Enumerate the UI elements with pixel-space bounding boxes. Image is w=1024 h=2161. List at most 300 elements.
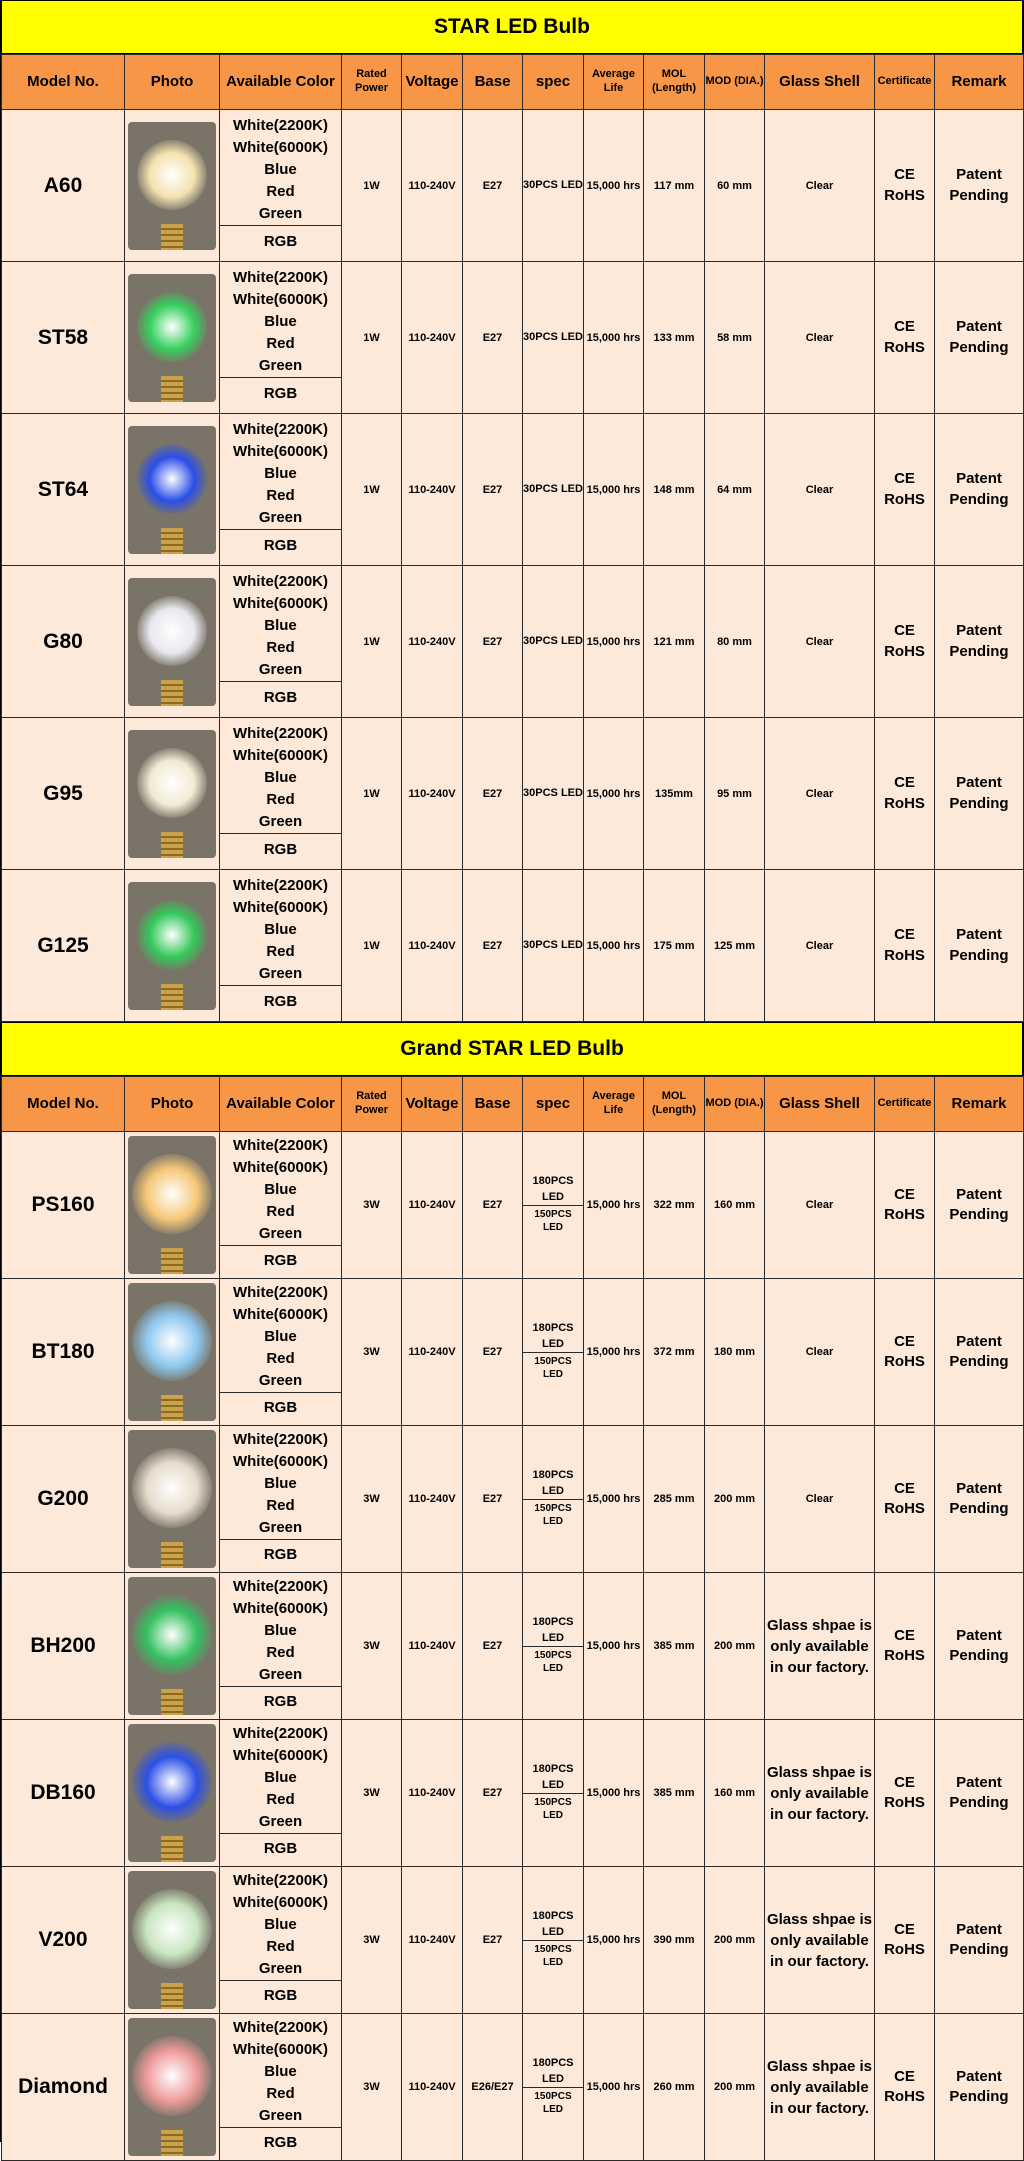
base-type: E27 bbox=[463, 718, 523, 870]
rgb-option: RGB bbox=[220, 681, 341, 712]
voltage: 110-240V bbox=[402, 718, 463, 870]
table-row bbox=[2, 262, 1024, 414]
color-option: Blue bbox=[264, 1621, 297, 1639]
color-option: Blue bbox=[264, 313, 297, 330]
color-option: White(2200K) bbox=[232, 573, 329, 590]
table-row bbox=[2, 110, 1024, 262]
remark-line-2: Pending bbox=[949, 1206, 1009, 1223]
rated-power: 1W bbox=[342, 262, 402, 414]
remark-line-1: Patent bbox=[956, 318, 1002, 336]
cert-rohs: RoHS bbox=[884, 2088, 925, 2105]
rgb-option: RGB bbox=[220, 1245, 341, 1276]
cert-rohs: RoHS bbox=[884, 490, 925, 508]
photo-cell bbox=[125, 262, 220, 414]
bulb-base bbox=[161, 1836, 183, 1862]
color-cell bbox=[220, 718, 342, 870]
spec-value: 30PCS LED bbox=[523, 482, 583, 495]
spec-alt-value: 150PCS LED bbox=[523, 1793, 583, 1824]
color-cell bbox=[220, 1867, 342, 2014]
bulb-base bbox=[161, 224, 183, 250]
color-cell bbox=[220, 1573, 342, 1720]
photo-cell bbox=[125, 870, 220, 1022]
glass-shell: Glass shpae is only available in our factory. bbox=[765, 1720, 875, 1867]
section-title: STAR LED Bulb bbox=[1, 0, 1023, 54]
spec-value: 180PCS LED bbox=[532, 1175, 574, 1203]
voltage: 110-240V bbox=[402, 414, 463, 566]
header-power: Rated Power bbox=[342, 1077, 402, 1132]
glass-shell: Clear bbox=[765, 414, 875, 566]
voltage: 110-240V bbox=[402, 566, 463, 718]
spec-cell bbox=[523, 110, 584, 262]
color-cell bbox=[220, 1720, 342, 1867]
cert-ce: CE bbox=[894, 1332, 915, 1350]
mod-diameter: 200 mm bbox=[705, 1426, 765, 1573]
table-row bbox=[2, 1573, 1024, 1720]
color-option: Red bbox=[266, 639, 295, 656]
color-option: Blue bbox=[264, 161, 297, 178]
bulb-base bbox=[161, 832, 183, 858]
color-option: White(2200K) bbox=[232, 1577, 329, 1595]
rated-power: 3W bbox=[342, 1279, 402, 1426]
color-option: Red bbox=[266, 1643, 295, 1661]
certificate bbox=[875, 1720, 935, 1867]
remark-line-2: Pending bbox=[949, 1647, 1009, 1664]
spec-cell bbox=[523, 1426, 584, 1573]
spec-cell bbox=[523, 414, 584, 566]
header-row bbox=[2, 1077, 1024, 1132]
remark-line-1: Patent bbox=[956, 2067, 1002, 2085]
remark-line-2: Pending bbox=[949, 1794, 1009, 1811]
rgb-option: RGB bbox=[220, 985, 341, 1016]
spec-value: 180PCS LED bbox=[532, 2057, 574, 2085]
color-cell bbox=[220, 262, 342, 414]
photo-cell bbox=[125, 1426, 220, 1573]
table-row bbox=[2, 1426, 1024, 1573]
color-option: Blue bbox=[264, 1180, 297, 1198]
header-row bbox=[2, 55, 1024, 110]
cert-rohs: RoHS bbox=[884, 1647, 925, 1664]
remark bbox=[935, 262, 1024, 414]
color-option: White(2200K) bbox=[232, 1430, 329, 1448]
header-base: Base bbox=[463, 1077, 523, 1132]
color-option: White(2200K) bbox=[232, 877, 329, 894]
mol-length: 133 mm bbox=[644, 262, 705, 414]
mol-length: 260 mm bbox=[644, 2014, 705, 2161]
header-power: Rated Power bbox=[342, 55, 402, 110]
color-option: White(6000K) bbox=[232, 1599, 329, 1617]
color-cell bbox=[220, 2014, 342, 2161]
bulb-photo bbox=[128, 730, 216, 858]
glass-shell: Clear bbox=[765, 262, 875, 414]
spec-value: 180PCS LED bbox=[532, 1763, 574, 1791]
color-option: Red bbox=[266, 487, 295, 504]
rated-power: 3W bbox=[342, 1573, 402, 1720]
bulb-glow bbox=[132, 1301, 212, 1381]
color-cell bbox=[220, 1426, 342, 1573]
bulb-glow bbox=[137, 596, 207, 666]
mod-diameter: 80 mm bbox=[705, 566, 765, 718]
table-row bbox=[2, 1132, 1024, 1279]
grand-star-led-table bbox=[1, 1076, 1024, 2161]
color-list bbox=[220, 115, 341, 225]
cert-ce: CE bbox=[894, 622, 915, 640]
bulb-photo bbox=[128, 578, 216, 706]
color-option: Green bbox=[258, 1959, 303, 1977]
photo-cell bbox=[125, 1867, 220, 2014]
bulb-base bbox=[161, 2130, 183, 2156]
color-option: Red bbox=[266, 1790, 295, 1808]
base-type: E26/E27 bbox=[463, 2014, 523, 2161]
cert-rohs: RoHS bbox=[884, 946, 925, 964]
mol-length: 385 mm bbox=[644, 1573, 705, 1720]
color-option: White(6000K) bbox=[232, 595, 329, 612]
photo-cell bbox=[125, 718, 220, 870]
mod-diameter: 64 mm bbox=[705, 414, 765, 566]
color-option: Green bbox=[258, 1518, 303, 1536]
cert-ce: CE bbox=[894, 166, 915, 184]
mol-length: 285 mm bbox=[644, 1426, 705, 1573]
color-cell bbox=[220, 110, 342, 262]
model-number: ST64 bbox=[2, 414, 125, 566]
spec-value: 180PCS LED bbox=[532, 1616, 574, 1644]
color-option: Green bbox=[258, 1371, 303, 1389]
header-voltage: Voltage bbox=[402, 55, 463, 110]
base-type: E27 bbox=[463, 110, 523, 262]
bulb-base bbox=[161, 1542, 183, 1568]
mod-diameter: 95 mm bbox=[705, 718, 765, 870]
header-model: Model No. bbox=[2, 1077, 125, 1132]
color-option: White(6000K) bbox=[232, 2040, 329, 2058]
bulb-base bbox=[161, 1395, 183, 1421]
color-option: White(6000K) bbox=[232, 1746, 329, 1764]
color-option: White(6000K) bbox=[232, 1158, 329, 1176]
header-spec: spec bbox=[523, 1077, 584, 1132]
voltage: 110-240V bbox=[402, 870, 463, 1022]
color-option: Green bbox=[258, 965, 303, 982]
color-option: White(2200K) bbox=[232, 269, 329, 286]
table-row bbox=[2, 870, 1024, 1022]
average-life: 15,000 hrs bbox=[584, 1279, 644, 1426]
table-row bbox=[2, 1867, 1024, 2014]
average-life: 15,000 hrs bbox=[584, 566, 644, 718]
color-option: Green bbox=[258, 661, 303, 678]
remark-line-2: Pending bbox=[949, 642, 1009, 660]
remark-line-2: Pending bbox=[949, 1353, 1009, 1370]
certificate bbox=[875, 110, 935, 262]
average-life: 15,000 hrs bbox=[584, 2014, 644, 2161]
bulb-glow bbox=[137, 292, 207, 362]
certificate bbox=[875, 1573, 935, 1720]
remark-line-1: Patent bbox=[956, 1479, 1002, 1497]
remark-line-2: Pending bbox=[949, 794, 1009, 812]
spec-cell bbox=[523, 262, 584, 414]
remark-line-1: Patent bbox=[956, 926, 1002, 944]
remark bbox=[935, 1867, 1024, 2014]
header-voltage: Voltage bbox=[402, 1077, 463, 1132]
base-type: E27 bbox=[463, 566, 523, 718]
cert-rohs: RoHS bbox=[884, 186, 925, 204]
glass-shell: Glass shpae is only available in our factory. bbox=[765, 1573, 875, 1720]
color-option: Green bbox=[258, 1812, 303, 1830]
remark-line-2: Pending bbox=[949, 1941, 1009, 1958]
mod-diameter: 160 mm bbox=[705, 1132, 765, 1279]
remark-line-2: Pending bbox=[949, 338, 1009, 356]
color-option: Blue bbox=[264, 769, 297, 786]
color-option: Red bbox=[266, 791, 295, 808]
average-life: 15,000 hrs bbox=[584, 718, 644, 870]
base-type: E27 bbox=[463, 1279, 523, 1426]
remark-line-2: Pending bbox=[949, 186, 1009, 204]
color-option: Red bbox=[266, 1349, 295, 1367]
average-life: 15,000 hrs bbox=[584, 1720, 644, 1867]
section-title: Grand STAR LED Bulb bbox=[1, 1022, 1023, 1076]
mol-length: 385 mm bbox=[644, 1720, 705, 1867]
color-option: White(6000K) bbox=[232, 1305, 329, 1323]
bulb-glow bbox=[137, 748, 207, 818]
color-option: White(6000K) bbox=[232, 747, 329, 764]
color-option: Blue bbox=[264, 2062, 297, 2080]
color-option: White(2200K) bbox=[232, 2018, 329, 2036]
photo-cell bbox=[125, 414, 220, 566]
model-number: PS160 bbox=[2, 1132, 125, 1279]
rated-power: 1W bbox=[342, 110, 402, 262]
certificate bbox=[875, 718, 935, 870]
remark-line-1: Patent bbox=[956, 774, 1002, 792]
rgb-option: RGB bbox=[220, 1686, 341, 1717]
color-option: White(2200K) bbox=[232, 1283, 329, 1301]
model-number: Diamond bbox=[2, 2014, 125, 2161]
bulb-photo bbox=[128, 1283, 216, 1421]
color-option: Blue bbox=[264, 465, 297, 482]
mod-diameter: 160 mm bbox=[705, 1720, 765, 1867]
table-row bbox=[2, 1720, 1024, 1867]
rated-power: 3W bbox=[342, 2014, 402, 2161]
voltage: 110-240V bbox=[402, 262, 463, 414]
spec-value: 180PCS LED bbox=[532, 1322, 574, 1350]
bulb-base bbox=[161, 984, 183, 1010]
glass-shell: Clear bbox=[765, 110, 875, 262]
certificate bbox=[875, 870, 935, 1022]
remark bbox=[935, 1720, 1024, 1867]
color-option: Green bbox=[258, 813, 303, 830]
cert-rohs: RoHS bbox=[884, 338, 925, 356]
remark-line-2: Pending bbox=[949, 2088, 1009, 2105]
color-cell bbox=[220, 566, 342, 718]
voltage: 110-240V bbox=[402, 1573, 463, 1720]
cert-rohs: RoHS bbox=[884, 1794, 925, 1811]
grand-star-led-rows bbox=[2, 1132, 1024, 2161]
base-type: E27 bbox=[463, 1867, 523, 2014]
bulb-photo bbox=[128, 1724, 216, 1862]
header-glass: Glass Shell bbox=[765, 55, 875, 110]
remark-line-2: Pending bbox=[949, 1500, 1009, 1517]
base-type: E27 bbox=[463, 870, 523, 1022]
certificate bbox=[875, 566, 935, 718]
spec-value: 30PCS LED bbox=[523, 786, 583, 799]
average-life: 15,000 hrs bbox=[584, 870, 644, 1022]
color-option: White(6000K) bbox=[232, 139, 329, 156]
mol-length: 372 mm bbox=[644, 1279, 705, 1426]
glass-shell: Clear bbox=[765, 718, 875, 870]
average-life: 15,000 hrs bbox=[584, 1573, 644, 1720]
base-type: E27 bbox=[463, 1720, 523, 1867]
color-option: White(6000K) bbox=[232, 443, 329, 460]
spec-cell bbox=[523, 1720, 584, 1867]
spec-cell bbox=[523, 1573, 584, 1720]
header-remark: Remark bbox=[935, 55, 1024, 110]
model-number: BH200 bbox=[2, 1573, 125, 1720]
average-life: 15,000 hrs bbox=[584, 1132, 644, 1279]
bulb-base bbox=[161, 1983, 183, 2009]
color-option: Blue bbox=[264, 617, 297, 634]
color-option: White(2200K) bbox=[232, 421, 329, 438]
certificate bbox=[875, 1867, 935, 2014]
bulb-glow bbox=[137, 444, 207, 514]
rgb-option: RGB bbox=[220, 1980, 341, 2011]
voltage: 110-240V bbox=[402, 110, 463, 262]
cert-ce: CE bbox=[894, 318, 915, 336]
spec-alt-value: 150PCS LED bbox=[523, 1352, 583, 1383]
cert-ce: CE bbox=[894, 774, 915, 792]
bulb-photo bbox=[128, 1430, 216, 1568]
table-row bbox=[2, 414, 1024, 566]
cert-rohs: RoHS bbox=[884, 642, 925, 660]
photo-cell bbox=[125, 1132, 220, 1279]
mod-diameter: 125 mm bbox=[705, 870, 765, 1022]
average-life: 15,000 hrs bbox=[584, 1426, 644, 1573]
color-option: Green bbox=[258, 1224, 303, 1242]
certificate bbox=[875, 1426, 935, 1573]
mol-length: 390 mm bbox=[644, 1867, 705, 2014]
bulb-glow bbox=[132, 1448, 212, 1528]
bulb-photo bbox=[128, 2018, 216, 2156]
cert-rohs: RoHS bbox=[884, 1206, 925, 1223]
remark-line-1: Patent bbox=[956, 166, 1002, 184]
certificate bbox=[875, 262, 935, 414]
header-life: Average Life bbox=[584, 55, 644, 110]
bulb-glow bbox=[137, 900, 207, 970]
certificate bbox=[875, 1132, 935, 1279]
rgb-option: RGB bbox=[220, 833, 341, 864]
color-cell bbox=[220, 1132, 342, 1279]
bulb-base bbox=[161, 376, 183, 402]
mod-diameter: 200 mm bbox=[705, 2014, 765, 2161]
model-number: G80 bbox=[2, 566, 125, 718]
remark bbox=[935, 1279, 1024, 1426]
model-number: G95 bbox=[2, 718, 125, 870]
header-spec: spec bbox=[523, 55, 584, 110]
header-color: Available Color bbox=[220, 55, 342, 110]
glass-shell: Clear bbox=[765, 870, 875, 1022]
bulb-base bbox=[161, 1248, 183, 1274]
cert-ce: CE bbox=[894, 1626, 915, 1644]
table-row bbox=[2, 718, 1024, 870]
photo-cell bbox=[125, 1573, 220, 1720]
color-option: Red bbox=[266, 1937, 295, 1955]
model-number: V200 bbox=[2, 1867, 125, 2014]
color-option: White(6000K) bbox=[232, 1452, 329, 1470]
glass-shell: Glass shpae is only available in our factory. bbox=[765, 1867, 875, 2014]
spec-value: 30PCS LED bbox=[523, 938, 583, 951]
cert-ce: CE bbox=[894, 1185, 915, 1203]
remark-line-2: Pending bbox=[949, 490, 1009, 508]
rated-power: 3W bbox=[342, 1132, 402, 1279]
rated-power: 3W bbox=[342, 1720, 402, 1867]
color-list bbox=[220, 1723, 341, 1833]
spec-alt-value: 150PCS LED bbox=[523, 1499, 583, 1530]
mol-length: 148 mm bbox=[644, 414, 705, 566]
remark-line-2: Pending bbox=[949, 946, 1009, 964]
header-base: Base bbox=[463, 55, 523, 110]
glass-shell: Clear bbox=[765, 1132, 875, 1279]
cert-rohs: RoHS bbox=[884, 1941, 925, 1958]
color-option: Green bbox=[258, 2106, 303, 2124]
cert-ce: CE bbox=[894, 2067, 915, 2085]
cert-ce: CE bbox=[894, 926, 915, 944]
voltage: 110-240V bbox=[402, 1720, 463, 1867]
remark-line-1: Patent bbox=[956, 1332, 1002, 1350]
glass-shell: Clear bbox=[765, 1279, 875, 1426]
color-option: White(2200K) bbox=[232, 1136, 329, 1154]
table-row bbox=[2, 1279, 1024, 1426]
rated-power: 3W bbox=[342, 1867, 402, 2014]
remark-line-1: Patent bbox=[956, 470, 1002, 488]
photo-cell bbox=[125, 2014, 220, 2161]
spec-value: 30PCS LED bbox=[523, 330, 583, 343]
voltage: 110-240V bbox=[402, 1426, 463, 1573]
color-option: White(2200K) bbox=[232, 117, 329, 134]
mol-length: 135mm bbox=[644, 718, 705, 870]
spec-cell bbox=[523, 2014, 584, 2161]
spec-cell bbox=[523, 1279, 584, 1426]
color-option: Red bbox=[266, 1202, 295, 1220]
cert-rohs: RoHS bbox=[884, 794, 925, 812]
header-photo: Photo bbox=[125, 55, 220, 110]
photo-cell bbox=[125, 566, 220, 718]
mod-diameter: 180 mm bbox=[705, 1279, 765, 1426]
remark-line-1: Patent bbox=[956, 1920, 1002, 1938]
color-cell bbox=[220, 870, 342, 1022]
cert-ce: CE bbox=[894, 1773, 915, 1791]
color-option: Blue bbox=[264, 921, 297, 938]
color-option: Blue bbox=[264, 1915, 297, 1933]
rated-power: 1W bbox=[342, 414, 402, 566]
color-option: White(2200K) bbox=[232, 1724, 329, 1742]
model-number: BT180 bbox=[2, 1279, 125, 1426]
average-life: 15,000 hrs bbox=[584, 1867, 644, 2014]
color-option: Blue bbox=[264, 1327, 297, 1345]
color-cell bbox=[220, 1279, 342, 1426]
bulb-glow bbox=[132, 2036, 212, 2116]
bulb-base bbox=[161, 1689, 183, 1715]
spec-value: 180PCS LED bbox=[532, 1469, 574, 1497]
bulb-photo bbox=[128, 122, 216, 250]
table-row bbox=[2, 566, 1024, 718]
remark bbox=[935, 110, 1024, 262]
bulb-glow bbox=[132, 1154, 212, 1234]
color-option: Red bbox=[266, 1496, 295, 1514]
mol-length: 121 mm bbox=[644, 566, 705, 718]
certificate bbox=[875, 2014, 935, 2161]
bulb-base bbox=[161, 680, 183, 706]
photo-cell bbox=[125, 1720, 220, 1867]
bulb-photo bbox=[128, 274, 216, 402]
color-option: Red bbox=[266, 335, 295, 352]
base-type: E27 bbox=[463, 414, 523, 566]
remark-line-1: Patent bbox=[956, 622, 1002, 640]
color-option: Blue bbox=[264, 1768, 297, 1786]
spec-value: 180PCS LED bbox=[532, 1910, 574, 1938]
